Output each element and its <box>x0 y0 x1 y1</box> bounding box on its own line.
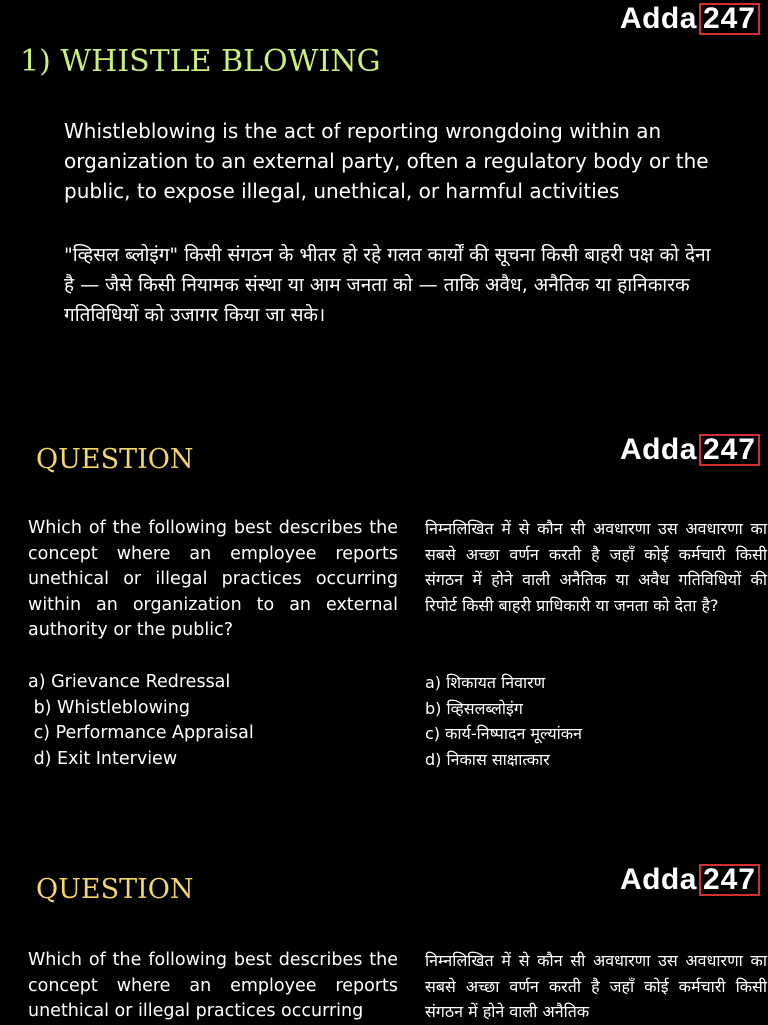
adda247-logo <box>620 433 760 467</box>
logo-number: 247 <box>699 864 760 896</box>
option-d-hindi: d) निकास साक्षात्कार <box>425 749 550 769</box>
adda247-logo <box>620 2 760 36</box>
logo-word: Adda <box>619 433 697 466</box>
option-a: a) Grievance Redressal <box>28 672 231 692</box>
question-text-english: Which of the following best describes the concept where an employee reports unethical or illegal practices occurring within an organization to an external authority or the public? <box>28 518 398 640</box>
question-heading: QUESTION <box>36 444 194 475</box>
logo-word: Adda <box>619 863 697 896</box>
adda247-logo <box>620 863 760 897</box>
logo-number: 247 <box>699 434 760 466</box>
option-a-hindi: a) शिकायत निवारण <box>425 673 546 692</box>
option-c-hindi: c) कार्य-निष्पादन मूल्यांकन <box>425 724 582 743</box>
option-c: c) Performance Appraisal <box>28 723 254 743</box>
question-heading: QUESTION <box>36 874 194 905</box>
options-hindi <box>425 670 765 772</box>
question-text-english: Which of the following best describes the concept where an employee reports unethical or illegal practices occurring <box>28 950 398 1021</box>
option-d: d) Exit Interview <box>28 748 178 769</box>
logo-number: 247 <box>699 3 760 35</box>
option-b: b) Whistleblowing <box>28 697 190 718</box>
option-b-hindi: b) व्हिसलब्लोइंग <box>425 698 523 718</box>
definition-english: Whistleblowing is the act of reporting wrongdoing within an organization to an external party, often a regulatory body or the public, to expose illegal, unethical, or harmful activities <box>64 119 709 203</box>
definition-hindi: "व्हिसल ब्लोइंग" किसी संगठन के भीतर हो रहे गलत कार्यों की सूचना किसी बाहरी पक्ष को देना है — जैसे किसी नियामक संस्था या आम जनता को — ताकि अवैध, अनैतिक या हानिकारक गतिविधियों को उजागर किया जा सके। <box>64 244 711 326</box>
question-text-hindi: निम्नलिखित में से कौन सी अवधारणा उस अवधारणा का सबसे अच्छा वर्णन करती है जहाँ कोई कर्मचारी किसी संगठन में होने वाली अनैतिक या अवैध गतिविधियों की रिपोर्ट किसी बाहरी प्राधिकारी या जनता को देता है? <box>425 519 767 615</box>
question-text-hindi: निम्नलिखित में से कौन सी अवधारणा उस अवधारणा का सबसे अच्छा वर्णन करती है जहाँ कोई कर्मचारी किसी संगठन में होने वाली अनैतिक <box>425 951 767 1021</box>
options-english <box>28 670 398 772</box>
section-title: 1) WHISTLE BLOWING <box>20 44 381 79</box>
logo-word: Adda <box>619 2 697 35</box>
